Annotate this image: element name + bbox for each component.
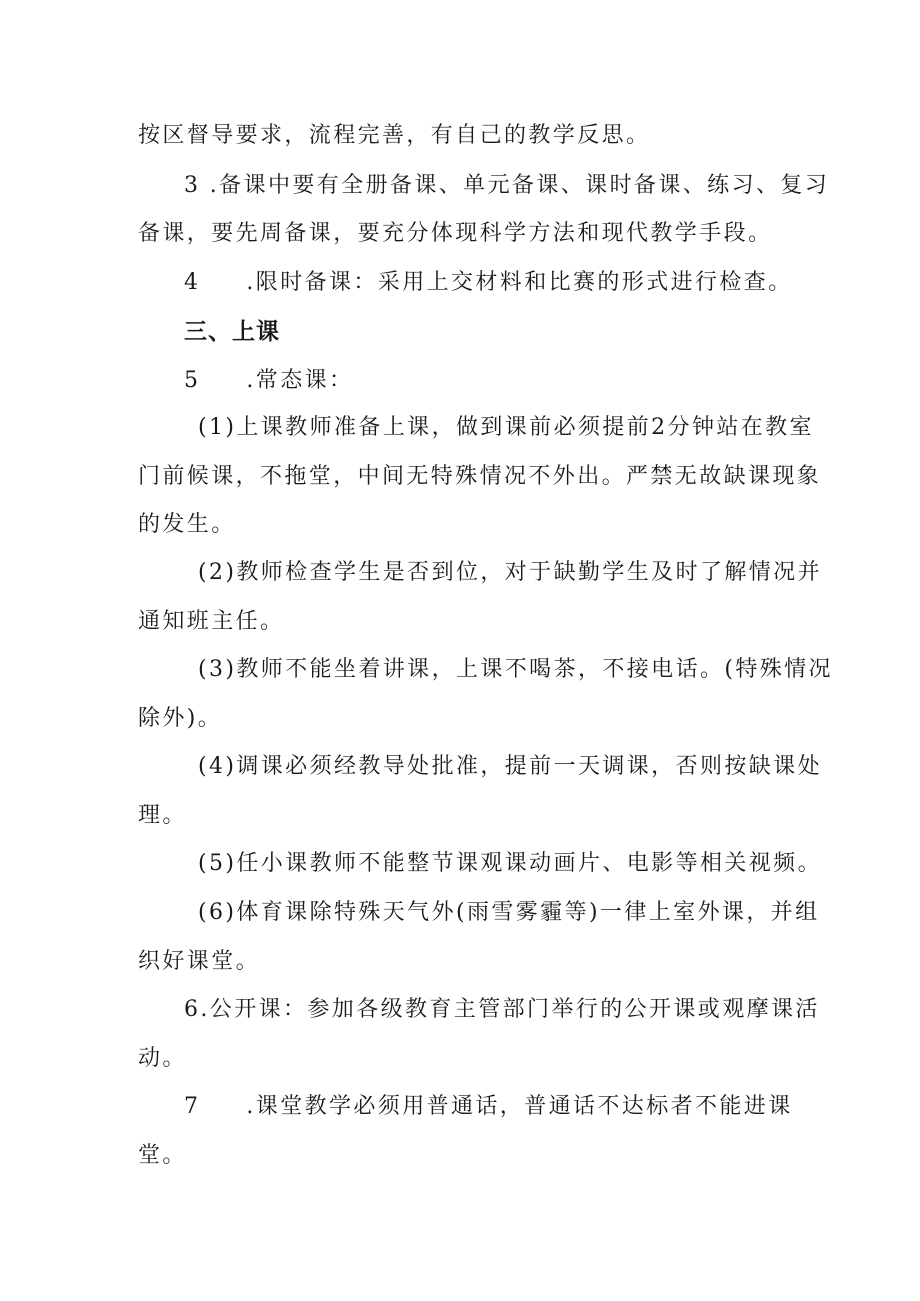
paragraph-line: 理。 [138,803,187,828]
paragraph-line: 除外)。 [138,706,223,731]
paragraph-item-7 [184,1092,793,1122]
paragraph-text: .限时备课：采用上交材料和比赛的形式进行检查。 [246,270,793,295]
paragraph-line: (4)调课必须经教导处批准，提前一天调课，否则按缺课处 [198,754,822,779]
paragraph-line: 3 .备课中要有全册备课、单元备课、课时备课、练习、复习 [184,173,830,198]
paragraph-text: .常态课： [246,368,354,393]
paragraph-line: 6.公开课：参加各级教育主管部门举行的公开课或观摩课活 [184,997,820,1022]
paragraph-line: (6)体育课除特殊天气外(雨雪雾霾等)一律上室外课，并组 [198,900,820,925]
paragraph-text: .课堂教学必须用普通话，普通话不达标者不能进课 [246,1094,793,1119]
item-number: 4 [184,270,201,295]
item-number: 5 [184,368,201,393]
paragraph-item-4 [184,268,793,298]
paragraph-line: (3)教师不能坐着讲课，上课不喝茶，不接电话。(特殊情况 [198,657,833,682]
paragraph-line: 备课，要先周备课，要充分体现科学方法和现代教学手段。 [138,221,773,246]
section-heading: 三、上课 [184,319,280,345]
paragraph-line: (1)上课教师准备上课，做到课前必须提前2分钟站在教室 [198,415,814,440]
paragraph-line: 的发生。 [138,512,236,537]
paragraph-line: (5)任小课教师不能整节课观课动画片、电影等相关视频。 [198,851,822,876]
paragraph-line: (2)教师检查学生是否到位，对于缺勤学生及时了解情况并 [198,560,822,585]
item-number: 7 [184,1094,201,1119]
paragraph-line: 按区督导要求，流程完善，有自己的教学反思。 [138,123,651,148]
paragraph-line: 织好课堂。 [138,949,261,974]
paragraph-line: 通知班主任。 [138,609,285,634]
paragraph-line: 堂。 [138,1143,187,1168]
paragraph-item-5 [184,366,353,396]
paragraph-line: 动。 [138,1046,187,1071]
paragraph-line: 门前候课，不拖堂，中间无特殊情况不外出。严禁无故缺课现象 [138,464,822,489]
